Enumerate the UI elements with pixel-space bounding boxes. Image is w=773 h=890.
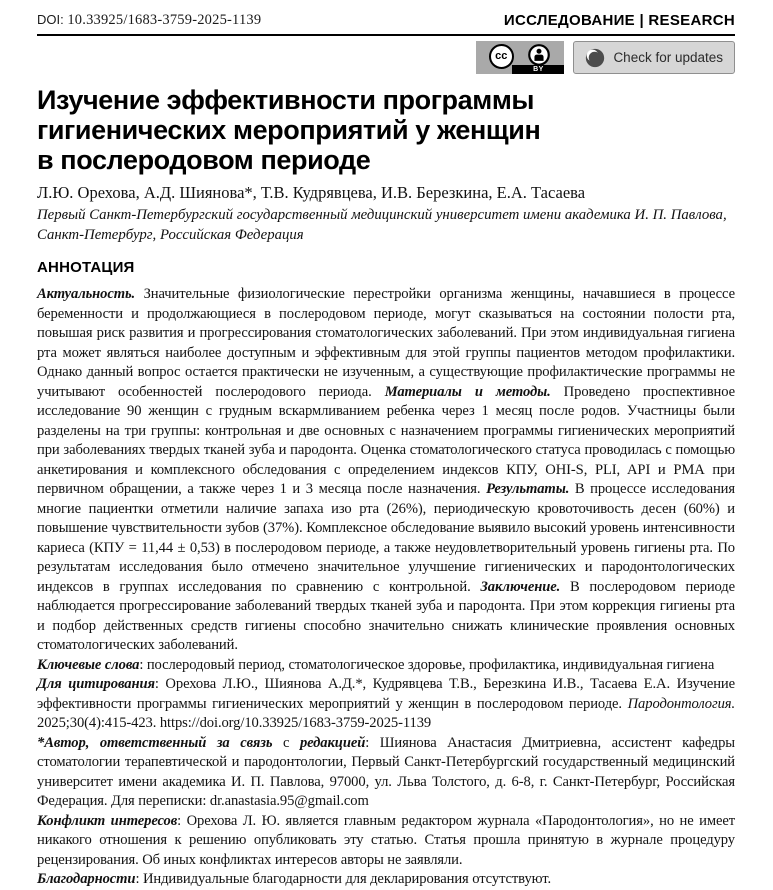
keywords-line: Ключевые слова: послеродовый период, стоматологическое здоровье, профилактика, индивидуальная гигиена <box>37 656 715 673</box>
doi-value: 10.33925/1683-3759-2025-1139 <box>67 12 262 28</box>
doi-label: DOI: <box>37 12 64 27</box>
acknowledgements-block: Благодарности: Индивидуальные благодарности для декларирования отсутствуют. <box>37 871 552 887</box>
abstract-heading: АННОТАЦИЯ <box>37 259 135 276</box>
abstract-text: Актуальность. Значительные физиологические перестройки организма женщины, начавшиеся в процессе беременности и продолжающиеся в послеродовом периоде, могут сказываться на состоянии полости рта, повышая риск развития и прогрессирования стоматологических заболеваний. При этом индивидуальная гигиена рта может являться наиболее доступным и эффективным для этой группы пациентов методом профилактики. Однако данный вопрос остается практически не изученным, а существующие профилактические программы не учитывают особенностей послеродового периода. Материалы и методы. Проведено проспективное исследование 90 женщин с грудным вскармливанием ребенка через 1 месяц после родов. Участницы были разделены на три группы: контрольная и две основных с назначением программы гигиенических мероприятий при заболеваниях твердых тканей зуба и пародонта. Оценка стоматологического статуса проводилась с помощью анкетирования и комплексного обследования с определением индексов КПУ, OHI-S, PLI, API и РМА при первичном обращении, а также через 1 и 3 месяца после назначения. Результаты. В процессе исследования многие пациентки отметили наличие запаха изо рта (26%), периодическую кровоточивость десен (60%) и повышение чувствительности зубов (37%). Комплексное обследование выявило высокий уровень интенсивности кариеса (КПУ = 11,44 ± 0,53) в послеродовом периоде, а также неудовлетворительный уровень гигиены рта. По результатам исследования было отмечено значительное улучшение гигиенических и пародонтологических индексов в группах исследования по сравнению с контрольной. Заключение. В послеродовом периоде наблюдается прогрессирование заболеваний твердых тканей зуба и пародонта. При этом коррекция гигиены рта и подбор действенных средств гигиены способно значительно снижать клинические проявления основных стоматологических заболеваний. <box>37 286 736 653</box>
title-line-3: в послеродовом периоде <box>37 145 371 175</box>
authors-line: Л.Ю. Орехова, А.Д. Шиянова*, Т.В. Кудрявцева, И.В. Березкина, Е.А. Тасаева <box>37 183 586 202</box>
citation-block: Для цитирования: Орехова Л.Ю., Шиянова А.Д.*, Кудрявцева Т.В., Березкина И.В., Тасаева Е.А. Изучение эффективности программы гигиенических мероприятий у женщин в послеродовом периоде. Пародонтология. 2025;30(4):415-423. https://doi.org/10.33925/1683-3759-2025-1139 <box>37 676 735 731</box>
check-for-updates-button[interactable] <box>573 41 735 74</box>
check-for-updates-label: Check for updates <box>613 50 723 65</box>
badges-row <box>37 41 735 74</box>
cc-by-label: BY <box>512 65 564 74</box>
conflict-of-interest-block: Конфликт интересов: Орехова Л. Ю. является главным редактором журнала «Пародонтология», но не имеет никакого отношения к решению опубликовать эту статью. Статья прошла принятую в журнале процедуру рецензирования. Об иных конфликтах интересов авторы не заявляли. <box>37 812 735 868</box>
article-title <box>37 85 735 175</box>
title-line-2: гигиенических мероприятий у женщин <box>37 115 541 145</box>
cc-by-license-badge[interactable] <box>476 41 564 74</box>
article-type-label: ИССЛЕДОВАНИЕ | RESEARCH <box>503 12 735 29</box>
title-line-1: Изучение эффективности программы <box>37 85 535 115</box>
doi <box>37 12 261 29</box>
page-header <box>37 12 735 36</box>
cc-icon: cc <box>489 44 514 69</box>
affiliation: Первый Санкт-Петербургский государственный медицинский университет имени академика И. П. Павлова, Санкт-Петербург, Российская Федерация <box>37 207 727 243</box>
crossmark-icon <box>585 48 605 68</box>
corresponding-author-block: *Автор, ответственный за связь с редакцией: Шиянова Анастасия Дмитриевна, ассистент кафедры стоматологии терапевтической и пародонтологии, Первый Санкт-Петербургский государственный медицинский университет имени академика И. П. Павлова, 97000, ул. Льва Толстого, д. 6-8, г. Санкт-Петербург, Российская Федерация. Для переписки: dr.anastasia.95@gmail.com <box>37 734 736 809</box>
